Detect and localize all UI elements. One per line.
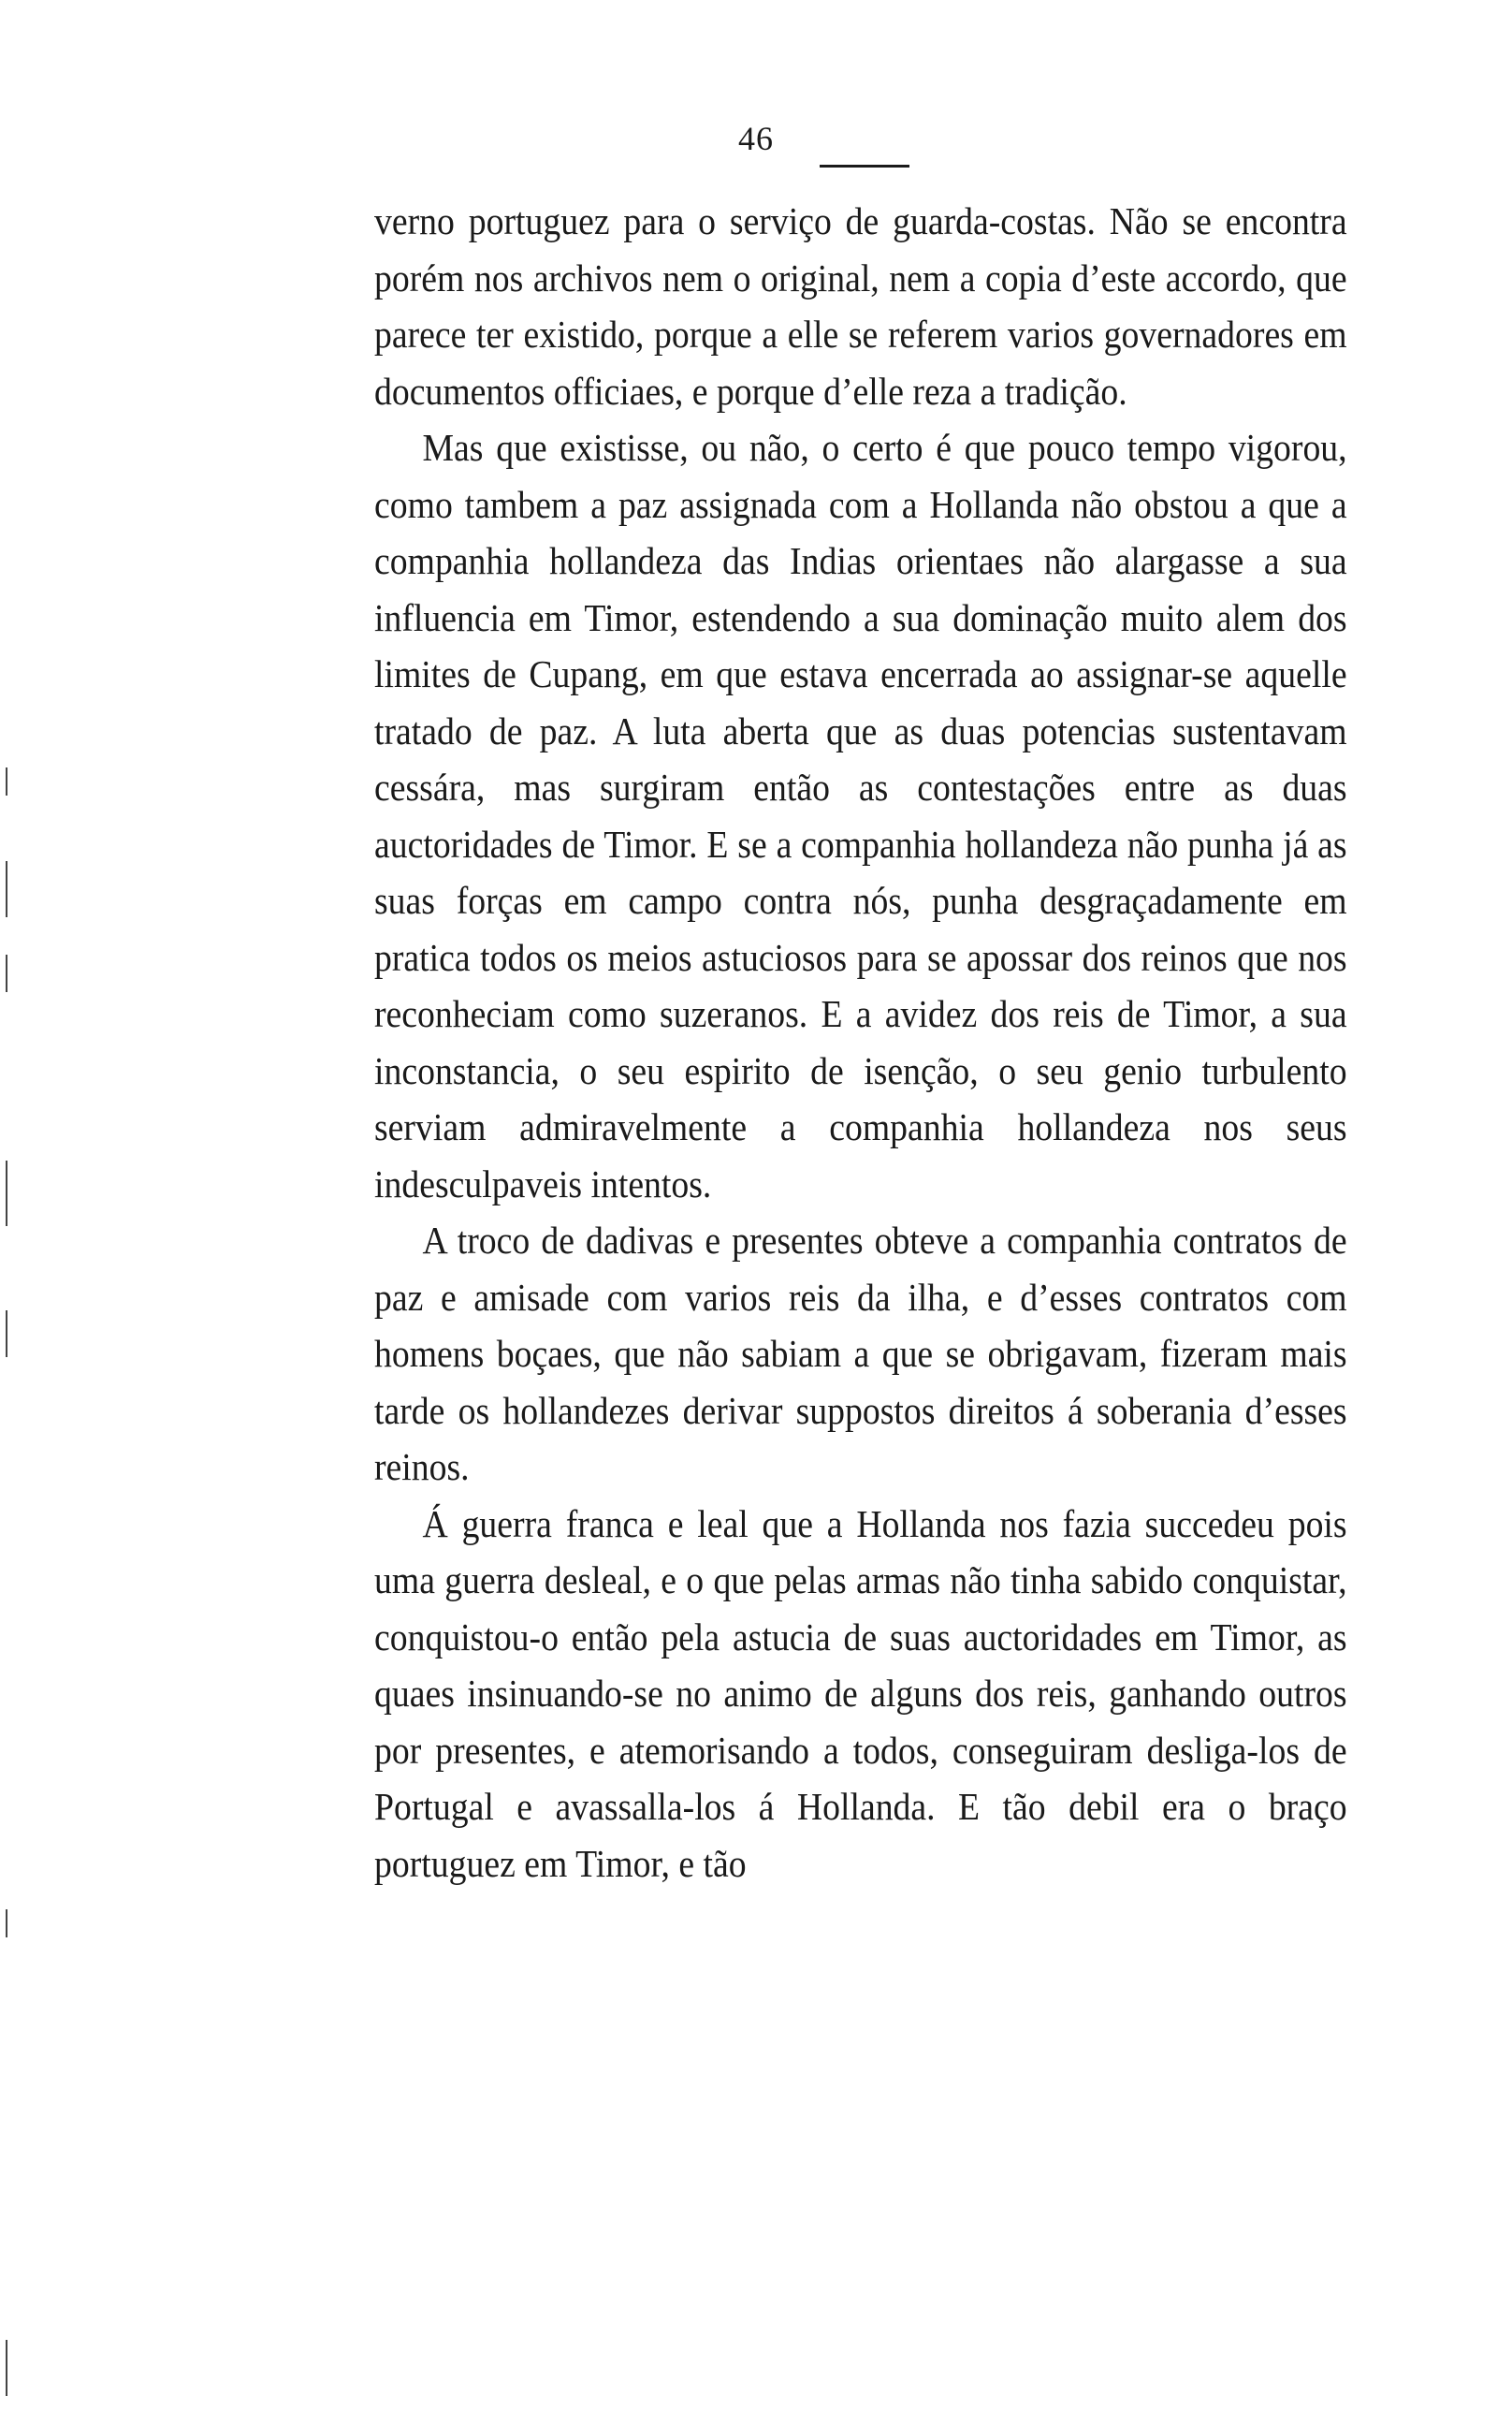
page-number-underline <box>820 165 909 168</box>
scan-speck <box>6 1310 7 1357</box>
page-number: 46 <box>738 120 774 157</box>
paragraph-1: verno portuguez para o serviço de guarda-costas. Não se encontra porém nos archivos nem o original, nem a copia d’este accordo, que parece ter existido, porque a elle se referem varios governadores em documentos officiaes, e porque d’elle reza a tradição. <box>374 199 1347 413</box>
paragraph-2: Mas que existisse, ou não, o certo é que pouco tempo vigorou, como tambem a paz assignada com a Hollanda não obstou a que a companhia hollandeza das Indias orientaes não alargasse a sua influencia em Timor, estendendo a sua dominação muito alem dos limites de Cupang, em que estava encerrada ao assignar-se aquelle tratado de paz. A luta aberta que as duas potencias sustentavam cessára, mas surgiram então as contestações entre as duas auctoridades de Timor. E se a companhia hollandeza não punha já as suas forças em campo contra nós, punha desgraçadamente em pratica todos os meios astuciosos para se apossar dos reinos que nos reconheciam como suzeranos. E a avidez dos reis de Timor, a sua inconstancia, o seu espirito de isenção, o seu genio turbulento serviam admiravelmente a companhia hollandeza nos seus indesculpaveis intentos. <box>374 426 1347 1206</box>
scan-speck <box>6 2340 7 2396</box>
left-margin-scan-artifacts <box>0 0 9 2411</box>
body-text <box>374 193 1347 1892</box>
paragraph-3: A troco de dadivas e presentes obteve a companhia contratos de paz e amisade com varios reis da ilha, e d’esses contratos com homens boçaes, que não sabiam a que se obrigavam, fizeram mais tarde os hollandezes derivar suppostos direitos á soberania d’esses reinos. <box>374 1219 1347 1488</box>
scan-speck <box>6 955 7 992</box>
scan-speck <box>6 861 7 917</box>
scan-speck <box>6 1909 7 1937</box>
scan-speck <box>6 1161 7 1226</box>
scan-speck <box>6 767 7 796</box>
paragraph-4: Á guerra franca e leal que a Hollanda nos fazia succedeu pois uma guerra desleal, e o que pelas armas não tinha sabido conquistar, conquistou-o então pela astucia de suas auctoridades em Timor, as quaes insinuando-se no animo de alguns dos reis, ganhando outros por presentes, e atemorisando a todos, conseguiram desliga-los de Portugal e avassalla-los á Hollanda. E tão debil era o braço portuguez em Timor, e tão <box>374 1501 1347 1885</box>
